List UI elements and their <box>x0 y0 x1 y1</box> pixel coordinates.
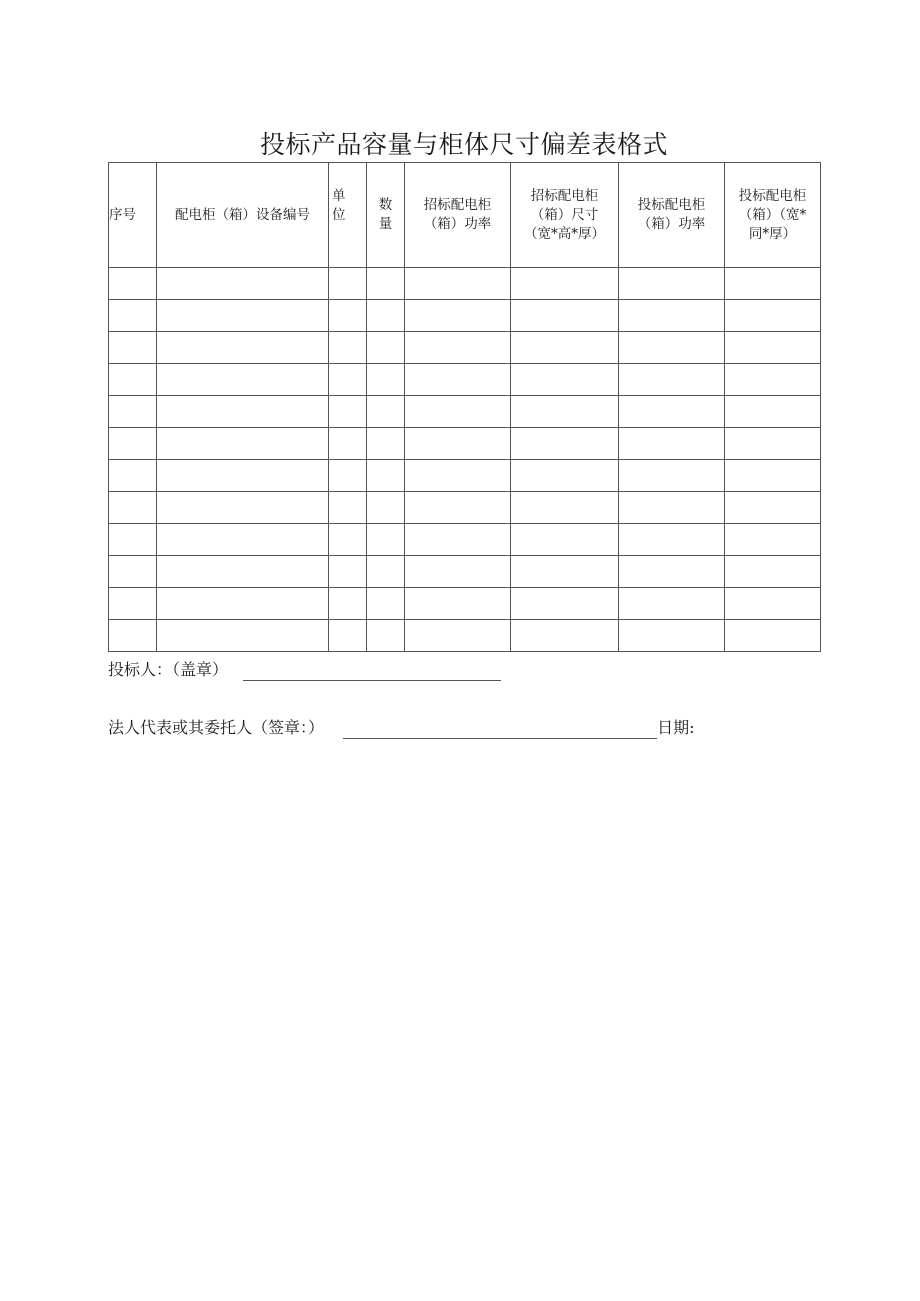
table-cell[interactable] <box>619 364 725 396</box>
table-cell[interactable] <box>725 524 821 556</box>
table-cell[interactable] <box>367 556 405 588</box>
table-cell[interactable] <box>109 268 157 300</box>
table-cell[interactable] <box>329 364 367 396</box>
table-cell[interactable] <box>329 556 367 588</box>
header-qty-line1: 数 <box>378 197 393 213</box>
table-cell[interactable] <box>367 332 405 364</box>
table-cell[interactable] <box>109 428 157 460</box>
table-cell[interactable] <box>157 268 329 300</box>
table-cell[interactable] <box>109 396 157 428</box>
header-unit-line2: 位 <box>332 207 346 223</box>
table-cell[interactable] <box>367 620 405 652</box>
legal-rep-signature-field[interactable] <box>343 719 657 739</box>
table-row <box>109 268 821 300</box>
table-cell[interactable] <box>619 556 725 588</box>
table-cell[interactable] <box>511 428 619 460</box>
header-tender-size-line3: （宽*高*厚） <box>524 225 605 242</box>
table-cell[interactable] <box>329 492 367 524</box>
header-bid-size-line2: （箱）（宽* <box>738 206 807 223</box>
table-cell[interactable] <box>511 492 619 524</box>
table-cell[interactable] <box>109 364 157 396</box>
table-row <box>109 556 821 588</box>
table-cell[interactable] <box>367 364 405 396</box>
table-cell[interactable] <box>329 332 367 364</box>
table-cell[interactable] <box>725 460 821 492</box>
table-cell[interactable] <box>725 588 821 620</box>
table-cell[interactable] <box>157 620 329 652</box>
header-bid-size <box>725 163 821 268</box>
table-header-row <box>109 163 821 268</box>
table-row <box>109 492 821 524</box>
bidder-seal-field[interactable] <box>243 661 501 681</box>
header-tender-power-line2: （箱）功率 <box>423 216 492 232</box>
table-cell[interactable] <box>367 492 405 524</box>
table-cell[interactable] <box>619 460 725 492</box>
table-cell[interactable] <box>329 428 367 460</box>
table-cell[interactable] <box>109 524 157 556</box>
header-tender-power <box>405 163 511 268</box>
table-cell[interactable] <box>619 492 725 524</box>
header-quantity <box>367 163 405 268</box>
header-tender-size <box>511 163 619 268</box>
table-cell[interactable] <box>405 364 511 396</box>
table-cell[interactable] <box>511 396 619 428</box>
header-tender-power-line1: 招标配电柜 <box>423 197 492 213</box>
bidder-label: 投标人：（盖章） <box>108 660 229 679</box>
table-cell[interactable] <box>405 396 511 428</box>
table-cell[interactable] <box>619 268 725 300</box>
table-cell[interactable] <box>157 428 329 460</box>
table-cell[interactable] <box>367 428 405 460</box>
table-cell[interactable] <box>367 588 405 620</box>
table-cell[interactable] <box>109 300 157 332</box>
table-cell[interactable] <box>511 268 619 300</box>
table-cell[interactable] <box>725 396 821 428</box>
table-cell[interactable] <box>725 428 821 460</box>
table-row <box>109 460 821 492</box>
table-cell[interactable] <box>511 524 619 556</box>
header-bid-size-line3: 同*厚） <box>748 225 797 242</box>
table-cell[interactable] <box>329 460 367 492</box>
table-row <box>109 588 821 620</box>
table-cell[interactable] <box>405 524 511 556</box>
table-cell[interactable] <box>725 332 821 364</box>
legal-rep-label: 法人代表或其委托人（签章：） <box>108 718 325 737</box>
table-cell[interactable] <box>725 364 821 396</box>
table-cell[interactable] <box>329 268 367 300</box>
page-title: 投标产品容量与柜体尺寸偏差表格式 <box>259 130 668 159</box>
table-cell[interactable] <box>511 364 619 396</box>
table-cell[interactable] <box>109 588 157 620</box>
table-cell[interactable] <box>725 556 821 588</box>
table-row <box>109 300 821 332</box>
header-bid-power-line2: （箱）功率 <box>637 216 706 232</box>
table-cell[interactable] <box>511 556 619 588</box>
table-row <box>109 620 821 652</box>
table-cell[interactable] <box>619 620 725 652</box>
table-cell[interactable] <box>619 524 725 556</box>
table-cell[interactable] <box>109 492 157 524</box>
table-cell[interactable] <box>405 556 511 588</box>
table-cell[interactable] <box>109 460 157 492</box>
table-body <box>109 268 821 652</box>
table-cell[interactable] <box>329 300 367 332</box>
table-cell[interactable] <box>109 620 157 652</box>
table-cell[interactable] <box>157 332 329 364</box>
table-cell[interactable] <box>157 300 329 332</box>
table-cell[interactable] <box>405 460 511 492</box>
table-cell[interactable] <box>511 300 619 332</box>
table-cell[interactable] <box>157 492 329 524</box>
table-cell[interactable] <box>157 460 329 492</box>
deviation-table <box>108 162 821 652</box>
table-cell[interactable] <box>511 460 619 492</box>
legal-rep-line <box>108 717 695 739</box>
table-cell[interactable] <box>725 300 821 332</box>
table-cell[interactable] <box>619 588 725 620</box>
header-bid-power-line1: 投标配电柜 <box>637 197 706 213</box>
table-cell[interactable] <box>725 268 821 300</box>
table-cell[interactable] <box>367 524 405 556</box>
table-cell[interactable] <box>405 300 511 332</box>
header-tender-size-line2: （箱）尺寸 <box>530 206 599 223</box>
table-cell[interactable] <box>109 332 157 364</box>
table-cell[interactable] <box>157 556 329 588</box>
table-cell[interactable] <box>329 588 367 620</box>
table-row <box>109 524 821 556</box>
bidder-line <box>108 659 501 681</box>
table-cell[interactable] <box>405 428 511 460</box>
table-cell[interactable] <box>157 364 329 396</box>
table-cell[interactable] <box>511 588 619 620</box>
table-cell[interactable] <box>329 620 367 652</box>
table-cell[interactable] <box>405 268 511 300</box>
header-tender-size-line1: 招标配电柜 <box>530 187 599 204</box>
table-row <box>109 428 821 460</box>
table-cell[interactable] <box>367 460 405 492</box>
header-unit-line1: 单 <box>332 188 346 204</box>
table-row <box>109 364 821 396</box>
table-cell[interactable] <box>405 620 511 652</box>
table-cell[interactable] <box>511 332 619 364</box>
table-cell[interactable] <box>329 396 367 428</box>
table-cell[interactable] <box>511 620 619 652</box>
table-cell[interactable] <box>367 300 405 332</box>
table-cell[interactable] <box>367 268 405 300</box>
header-unit <box>329 163 367 268</box>
header-seq: 序号 <box>109 163 157 268</box>
table-cell[interactable] <box>619 332 725 364</box>
table-cell[interactable] <box>329 524 367 556</box>
table-cell[interactable] <box>367 396 405 428</box>
header-qty-line2: 量 <box>378 216 393 232</box>
table-cell[interactable] <box>619 428 725 460</box>
header-bid-power <box>619 163 725 268</box>
table-cell[interactable] <box>725 492 821 524</box>
table-cell[interactable] <box>157 524 329 556</box>
header-device-code: 配电柜（箱）设备编号 <box>157 163 329 268</box>
table-cell[interactable] <box>405 332 511 364</box>
table-cell[interactable] <box>619 300 725 332</box>
table-cell[interactable] <box>157 588 329 620</box>
table-cell[interactable] <box>405 588 511 620</box>
table-cell[interactable] <box>725 620 821 652</box>
table-row <box>109 332 821 364</box>
table-cell[interactable] <box>619 396 725 428</box>
header-bid-size-line1: 投标配电柜 <box>738 187 807 204</box>
table-cell[interactable] <box>157 396 329 428</box>
table-cell[interactable] <box>405 492 511 524</box>
table-cell[interactable] <box>109 556 157 588</box>
table-row <box>109 396 821 428</box>
date-label: 日期: <box>657 718 695 737</box>
